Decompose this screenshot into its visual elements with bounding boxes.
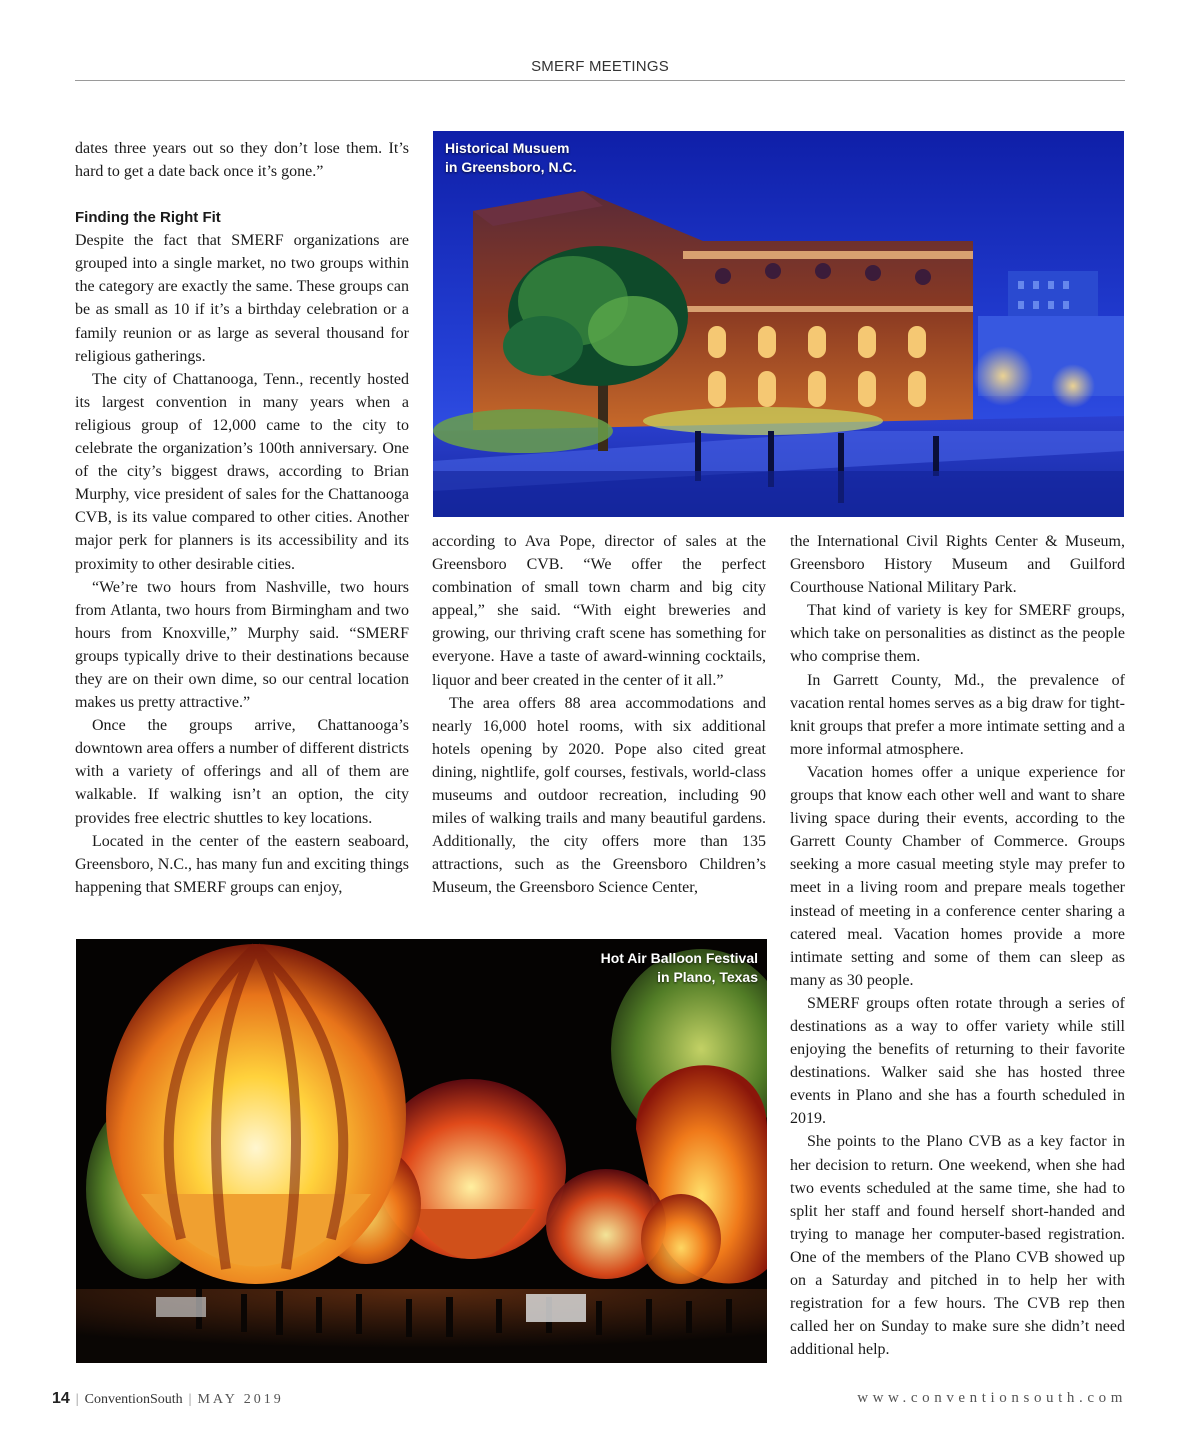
paragraph: Vacation homes offer a unique experience for groups that know each other well and want to share living space during their events, according to the Garrett County Chamber of Commerce. Groups seeking a more casual meeting style may prefer to meet in a living room and prepare meals together instead of meeting in a conference center sharing a catered meal. Vacation homes provide a more intimate setting and some of them can sleep as many as 30 people. [790,763,1125,989]
article-column-3 [790,530,1125,1361]
paragraph: Located in the center of the eastern seaboard, Greensboro, N.C., has many fun and exciting things happening that SMERF groups can enjoy, [75,832,409,896]
museum-illustration [433,131,1124,517]
article-column-2 [432,530,766,900]
paragraph: according to Ava Pope, director of sales at the Greensboro CVB. “We offer the perfect combination of small town charm and big city appeal,” she said. “With eight breweries and growing, our thriving craft scene has something for everyone. Have a taste of award-winning cocktails, liquor and beer created in the center of it all.” [432,533,766,689]
paragraph: In Garrett County, Md., the prevalence of vacation rental homes serves as a big draw for tight-knit groups that prefer a more intimate setting and a more informal atmosphere. [790,671,1125,758]
balloon-photo [76,939,767,1363]
paragraph: Despite the fact that SMERF organizations are grouped into a single market, no two groups within the category are exactly the same. These groups can be as small as 10 if it’s a birthday celebration or a family reunion or as large as several thousand for religious gatherings. [75,232,409,365]
paragraph: Once the groups arrive, Chattanooga’s downtown area offers a number of different districts with a variety of offerings and all of them are walkable. If walking isn’t an option, the city provides free electric shuttles to key locations. [75,717,409,827]
paragraph: That kind of variety is key for SMERF groups, which take on personalities as distinct as the people who comprise them. [790,602,1125,666]
paragraph: the International Civil Rights Center & Museum, Greensboro History Museum and Guilford Courthouse National Military Park. [790,533,1125,597]
header-rule [75,80,1125,81]
issue-date: MAY 2019 [197,1392,284,1407]
paragraph: dates three years out so they don’t lose them. It’s hard to get a date back once it’s gone.” [75,140,409,181]
caption-line: in Greensboro, N.C. [445,159,577,175]
paragraph: She points to the Plano CVB as a key factor in her decision to return. One weekend, when she had two events scheduled at the same time, she had to split her staff and found herself short-handed and trying to manage her computer-based registration. One of the members of the Plano CVB showed up on a Saturday and pitched in to help her with registration for a few hours. The CVB rep then called her on Sunday to make sure she didn’t need additional help. [790,1133,1125,1359]
page-number: 14 [52,1390,70,1407]
subheading: Finding the Right Fit [75,209,221,227]
magazine-name: ConventionSouth [84,1392,183,1407]
photo-caption [601,949,758,987]
paragraph: “We’re two hours from Nashville, two hours from Atlanta, two hours from Birmingham and two hours from Knoxville,” Murphy said. “SMERF groups typically drive to their destinations because they are on their own dime, so our central location makes us pretty attractive.” [75,578,409,712]
paragraph: The area offers 88 area accommodations and nearly 16,000 hotel rooms, with six additional hotels opening by 2020. Pope also cited great dining, nightlife, golf courses, festivals, world-class museums and outdoor recreation, including 90 miles of walking trails and many beautiful gardens. Additionally, the city offers more than 135 attractions, such as the Greensboro Children’s Museum, the Greensboro Science Center, [432,694,766,897]
caption-line: Historical Musuem [445,140,570,156]
paragraph: SMERF groups often rotate through a series of destinations as a way to offer variety while still enjoying the benefits of returning to their favorite destinations. Walker said she has hosted three events in Plano and she has a fourth scheduled in 2019. [790,994,1125,1128]
paragraph: The city of Chattanooga, Tenn., recently hosted its largest convention in many years when a religious group of 12,000 came to the city to celebrate the organization’s 100th anniversary. One of the city’s biggest draws, according to Brian Murphy, vice president of sales for the Chattanooga CVB, is its value compared to other cities. Another major perk for planners is its accessibility and its proximity to other desirable cities. [75,370,409,573]
page-footer-left [52,1390,284,1412]
section-header: SMERF MEETINGS [531,58,669,75]
caption-line: Hot Air Balloon Festival [600,950,758,966]
museum-photo [433,131,1124,517]
footer-separator: | [188,1392,192,1407]
caption-line: in Plano, Texas [657,969,758,985]
balloon-illustration [76,939,767,1363]
website-url[interactable]: www.conventionsouth.com [857,1390,1127,1406]
footer-separator: | [75,1392,79,1407]
photo-caption [445,139,576,177]
article-column-1 [75,137,409,899]
